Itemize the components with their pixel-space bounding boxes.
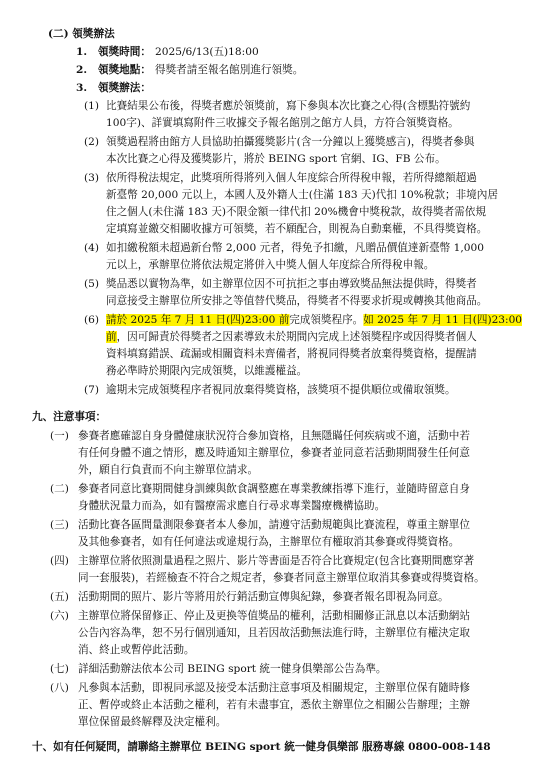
notice-line: 單位保留最終解釋及決定權利。 [78,716,227,728]
rule-line: 領獎過程將由館方人員協助拍攝獲獎影片(含一分鐘以上獲獎感言)，得獎者參與 [106,136,475,148]
rule-line: 如扣繳稅額未超過新台幣 2,000 元者，得免予扣繳，凡贈品價值達新臺幣 1,000 [106,242,484,254]
rule-number: (3) [84,172,100,184]
rule-line: 元以上，承辦單位將依法規定將併入中獎人個人年度綜合所得稅申報。 [106,259,435,271]
notice-line: 參賽者應確認自身身體健康狀況符合參加資格，且無隱瞞任何疾病或不適，活動中若 [78,430,470,442]
rule-number: (5) [84,278,100,290]
rule-line: 住之個人(未住滿 183 天)不限金額一律代扣 20%機會中獎稅款，故得獎者需依規 [106,206,486,218]
rule-line: 新臺幣 20,000 元以上，本國人及外籍人士(住滿 183 天)代扣 10%稅款；非境內居 [106,189,498,201]
rule-line: 逾期未完成領獎程序者視同放棄得獎資格，該獎項不提供順位或備取領獎。 [106,384,456,396]
rule-line: 獎品悉以實物為準，如主辦單位因不可抗拒之事由導致獎品無法提供時，得獎者 [106,278,477,290]
notice-line: 活動比賽各區間量測限參賽者本人參加，請遵守活動規範與比賽流程，尊重主辦單位 [78,519,470,531]
notice-line: 公告內容為準，恕不另行個別通知，且若因故活動無法進行時，主辦單位有權決定取 [78,627,470,639]
notice-number: (七) [50,663,69,675]
pickup-place-value: 得獎者請至報名館別進行領獎。 [155,64,304,76]
deadline-highlight: 前 [106,331,117,343]
notice-line: 凡參與本活動，即視同承認及接受本活動注意事項及相關規定，主辦單位保有隨時修 [78,682,470,694]
section-9-heading: 九、注意事項： [32,411,107,423]
item-1-label: 領獎時間： [98,46,151,58]
notice-line: 正、暫停或終止本活動之權利，若有未盡事宜，悉依主辦單位之相關公告辦理；主辦 [78,699,470,711]
deadline-highlight: 如 2025 年 7 月 11 日(四)23:00 [363,314,523,326]
notice-number: (四) [50,555,69,567]
section-2-heading: (二) 領獎辦法 [48,28,115,40]
notice-line: 活動期間的照片、影片等將用於行銷活動宣傳與紀錄，參賽者報名即視為同意。 [78,591,449,603]
notice-number: (一) [50,430,69,442]
notice-line: 參賽者同意比賽期間健身訓練與飲食調整應在專業教練指導下進行，並隨時留意自身 [78,483,470,495]
rule-line: 定填寫並繳交相關收據方可領獎，若不願配合，則視為自動棄權，不具得獎資格。 [106,223,488,235]
rule-number: (1) [84,100,100,112]
rule-line: 資料填寫錯誤、疏漏或相關資料未齊備者，將視同得獎者放棄得獎資格，提醒請 [106,348,477,360]
rule-line: 比賽結果公布後，得獎者應於領獎前，寫下參與本次比賽之心得(含標點符號約 [106,100,471,112]
rule-number: (7) [84,384,100,396]
rule-number: (2) [84,136,100,148]
deadline-highlight: 請於 2025 年 7 月 11 日(四)23:00 前 [106,314,290,326]
item-2-number: 2. [76,64,88,76]
rule-6-text: ，因可歸責於得獎者之因素導致未於期間內完成上述領獎程序或因得獎者個人 [116,331,477,343]
notice-line: 主辦單位將依照測量過程之照片、影片等書面是否符合比賽規定(包含比賽期間應穿著 [78,555,475,567]
item-3-number: 3. [76,82,88,94]
notice-number: (五) [50,591,69,603]
notice-line: 身體狀況量力而為，如有醫療需求應自行尋求專業醫療機構協助。 [78,500,386,512]
item-3-label: 領獎辦法： [98,82,151,94]
item-1-number: 1. [76,46,88,58]
notice-number: (八) [50,682,69,694]
rule-line: 100字)、詳實填寫附件三收據交予報名館別之館方人員，方符合領獎資格。 [106,117,459,129]
notice-line: 有任何身體不適之情形，應及時通知主辦單位，參賽者並同意若活動期間發生任何意 [78,447,470,459]
notice-line: 主辦單位將保留修正、停止及更換等值獎品的權利，活動相關修正訊息以本活動網站 [78,610,470,622]
notice-line: 詳細活動辦法依本公司 BEING sport 統一健身俱樂部公告為準。 [78,663,387,675]
rule-line: 本次比賽之心得及獲獎影片，將於 BEING sport 官網、IG、FB 公布。 [106,153,446,165]
rule-6-text: 完成領獎程序。 [289,314,364,326]
notice-number: (六) [50,610,69,622]
pickup-time-value: 2025/6/13(五)18:00 [155,46,259,58]
rule-line: 同意接受主辦單位所安排之等值替代獎品，得獎者不得要求折現或轉換其他商品。 [106,295,488,307]
notice-line: 及其他參賽者，如有任何違法或違規行為，主辦單位有權取消其參賽或得獎資格。 [78,536,460,548]
notice-line: 消、終止或暫停此活動。 [78,644,195,656]
rule-number: (4) [84,242,100,254]
rule-6-line-1 [106,313,522,327]
rule-number: (6) [84,314,100,326]
notice-line: 同一套服裝)，若經檢查不符合之規定者，參賽者同意主辦單位取消其參賽或得獎資格。 [78,572,485,584]
item-2-label: 領獎地點： [98,64,151,76]
rule-line: 務必準時於期限內完成領獎，以維護權益。 [106,365,308,377]
contact-line: 十、如有任何疑問，請聯絡主辦單位 BEING sport 統一健身俱樂部 服務專線 0800-008-148 [32,741,491,753]
rule-6-line-2 [106,330,477,344]
notice-number: (二) [50,483,69,495]
rule-line: 依所得稅法規定，此獎項所得將列入個人年度綜合所得稅申報，若所得總額超過 [106,172,477,184]
notice-line: 外，願自行負責而不向主辦單位請求。 [78,464,259,476]
notice-number: (三) [50,519,69,531]
